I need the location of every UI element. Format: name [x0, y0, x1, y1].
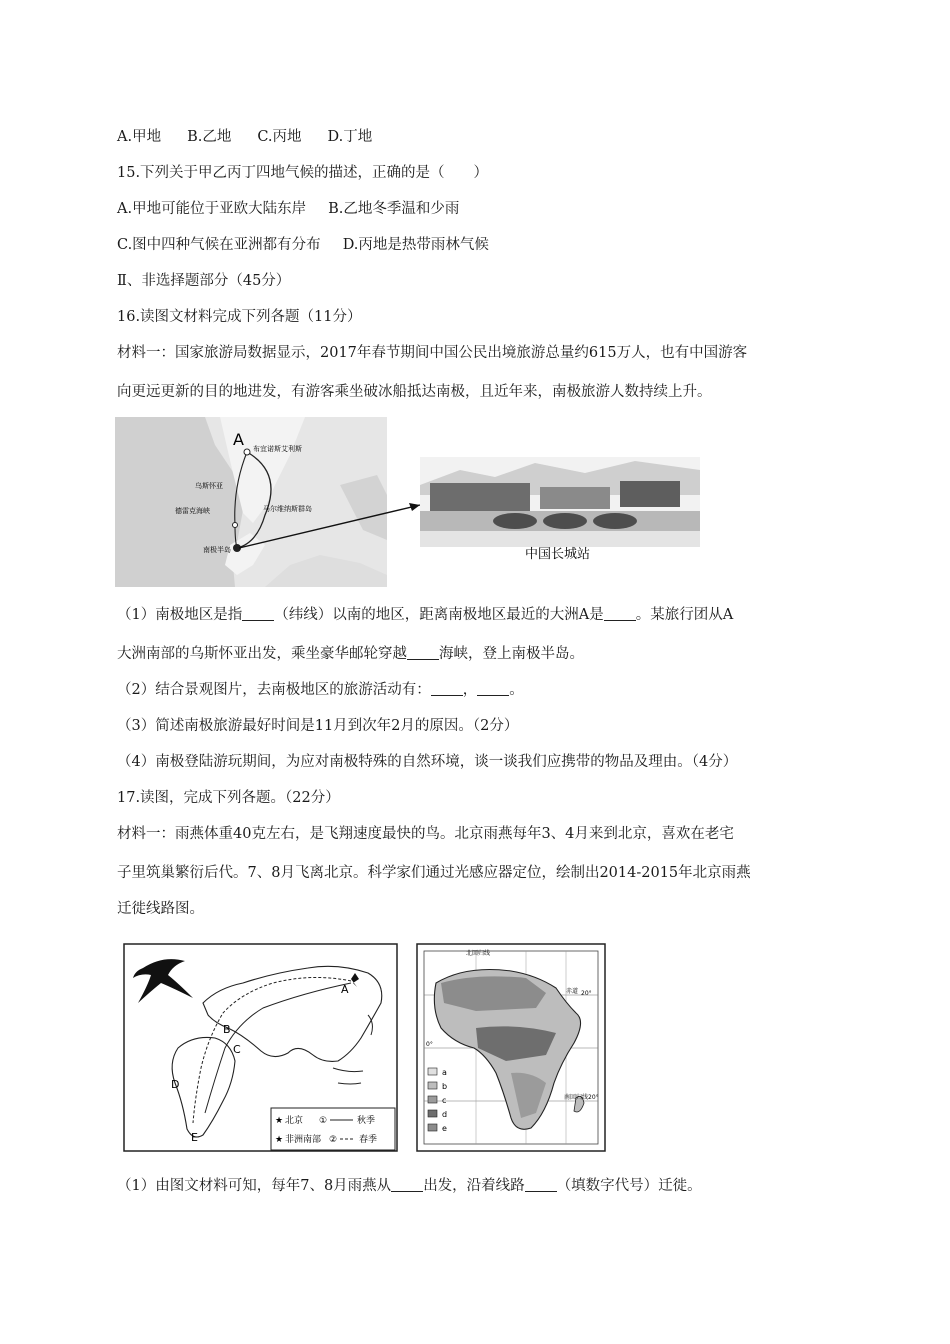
- q15-option-d: D.丙地是热带雨林气候: [342, 237, 489, 253]
- q14-option-a: A.甲地: [117, 129, 162, 145]
- label-tropic-s: 南回归线: [564, 1094, 589, 1101]
- q16-sub4: （4）南极登陆游玩期间，为应对南极特殊的自然环境，谈一谈我们应携带的物品及理由。（4分）: [117, 754, 738, 770]
- q16-sub1-text-b: （纬线）以南的地区，距离南极地区最近的大洲A是: [274, 607, 604, 623]
- q16-sub2-text-c: 。: [509, 682, 524, 698]
- q17-material-line3: 迁徙线路图。: [117, 901, 204, 917]
- q16-sub2: [117, 680, 524, 700]
- africa-climate-map: [416, 943, 606, 1153]
- q15-option-a: A.甲地可能位于亚欧大陆东岸: [117, 201, 307, 217]
- blank-origin[interactable]: [391, 1177, 423, 1192]
- q16-sub1-line1: [117, 605, 733, 625]
- legend-beijing: 北京: [285, 1116, 304, 1126]
- q16-material-line2: 向更远更新的目的地进发，有游客乘坐破冰船抵达南极，且近年来，南极旅游人数持续上升。: [117, 384, 712, 400]
- legend-b: b: [442, 1082, 448, 1091]
- q15-options-row1: [117, 199, 485, 219]
- legend-a: a: [442, 1068, 447, 1077]
- swift-migration-map: [123, 943, 398, 1153]
- q16-sub2-text-a: （2）结合景观图片，去南极地区的旅游活动有：: [117, 682, 431, 698]
- map1-label-e: E: [191, 1131, 198, 1144]
- q15-option-b: B.乙地冬季温和少雨: [328, 201, 460, 217]
- label-buenos-aires: 布宜诺斯艾利斯: [253, 445, 302, 453]
- label-equator: 赤道: [566, 988, 579, 995]
- q14-option-c: C.丙地: [257, 129, 302, 145]
- section2-heading: Ⅱ、非选择题部分（45分）: [117, 273, 291, 289]
- q16-sub1-text-a: （1）南极地区是指: [117, 607, 243, 623]
- q16-sub2-text-b: ，: [462, 682, 478, 698]
- label-ushuaia: 乌斯怀亚: [195, 482, 223, 490]
- q16-stem: 16.读图文材料完成下列各题（11分）: [117, 309, 362, 325]
- q16-sub1-text-e: 海峡，登上南极半岛。: [439, 646, 584, 662]
- legend-d: d: [442, 1110, 448, 1119]
- legend-autumn: 秋季: [357, 1116, 376, 1126]
- q16-material-line1: 材料一：国家旅游局数据显示，2017年春节期间中国公民出境旅游总量约615万人，也有中国游客: [117, 345, 748, 361]
- q14-option-b: B.乙地: [187, 129, 232, 145]
- q17-sub1-text-b: 出发，沿着线路: [423, 1178, 525, 1194]
- q17-material-line1: 材料一：雨燕体重40克左右，是飞翔速度最快的鸟。北京雨燕每年3、4月来到北京，喜欢在老宅: [117, 826, 734, 842]
- legend-africa-south: 非洲南部: [285, 1135, 322, 1145]
- label-lat20s: 20°: [588, 1094, 599, 1101]
- q16-sub1-text-c: 。某旅行团从A: [635, 607, 734, 623]
- label-drake-passage: 德雷克海峡: [175, 507, 210, 515]
- q17-sub1-text-c: （填数字代号）迁徙。: [556, 1178, 702, 1194]
- map1-label-d: D: [171, 1078, 180, 1091]
- q15-option-c: C.图中四种气候在亚洲都有分布: [117, 237, 321, 253]
- blank-latitude[interactable]: [242, 606, 274, 621]
- legend-c: c: [442, 1096, 447, 1105]
- svg-text:★: ★: [275, 1116, 284, 1126]
- q15-options-row2: [117, 235, 515, 255]
- svg-text:★: ★: [275, 1135, 284, 1145]
- map1-legend: [271, 1108, 395, 1150]
- blank-activity-2[interactable]: [477, 681, 509, 696]
- great-wall-station-photo: [420, 457, 700, 562]
- blank-route[interactable]: [525, 1177, 557, 1192]
- legend-route1: ①: [319, 1116, 328, 1126]
- q14-options: [117, 127, 398, 147]
- q17-material-line2: 子里筑巢繁衍后代。7、8月飞离北京。科学家们通过光感应器定位，绘制出2014-2015年北京雨燕: [117, 865, 751, 881]
- q15-stem: 15.下列关于甲乙丙丁四地气候的描述，正确的是（ ）: [117, 165, 489, 181]
- label-lat0: 0°: [426, 1041, 433, 1048]
- map1-label-a: A: [341, 983, 349, 996]
- q16-sub3: （3）简述南极旅游最好时间是11月到次年2月的原因。（2分）: [117, 718, 519, 734]
- q17-stem: 17.读图，完成下列各题。（22分）: [117, 790, 340, 806]
- legend-spring: 春季: [359, 1135, 378, 1145]
- antarctic-route-map: [115, 417, 387, 587]
- label-lat20n: 20°: [581, 990, 592, 997]
- map1-label-b: B: [223, 1023, 231, 1036]
- photo-caption: 中国长城站: [525, 547, 591, 562]
- label-falklands: 马尔维纳斯群岛: [263, 505, 312, 513]
- q16-sub1-line2: [117, 644, 584, 664]
- q14-option-d: D.丁地: [327, 129, 373, 145]
- label-tropic-n-top: 北回归线: [466, 950, 491, 957]
- blank-activity-1[interactable]: [431, 681, 463, 696]
- q17-sub1-text-a: （1）由图文材料可知，每年7、8月雨燕从: [117, 1178, 392, 1194]
- q17-sub1: [117, 1176, 702, 1196]
- q16-figure: [115, 415, 700, 590]
- blank-strait[interactable]: [407, 645, 439, 660]
- continent-a-label: A: [233, 430, 244, 449]
- q16-sub1-text-d: 大洲南部的乌斯怀亚出发，乘坐豪华邮轮穿越: [117, 646, 407, 662]
- label-antarctic-peninsula: 南极半岛: [203, 546, 231, 554]
- legend-route2: ②: [329, 1135, 338, 1145]
- blank-continent[interactable]: [604, 606, 636, 621]
- legend-e: e: [442, 1124, 447, 1133]
- map1-label-c: C: [233, 1043, 241, 1056]
